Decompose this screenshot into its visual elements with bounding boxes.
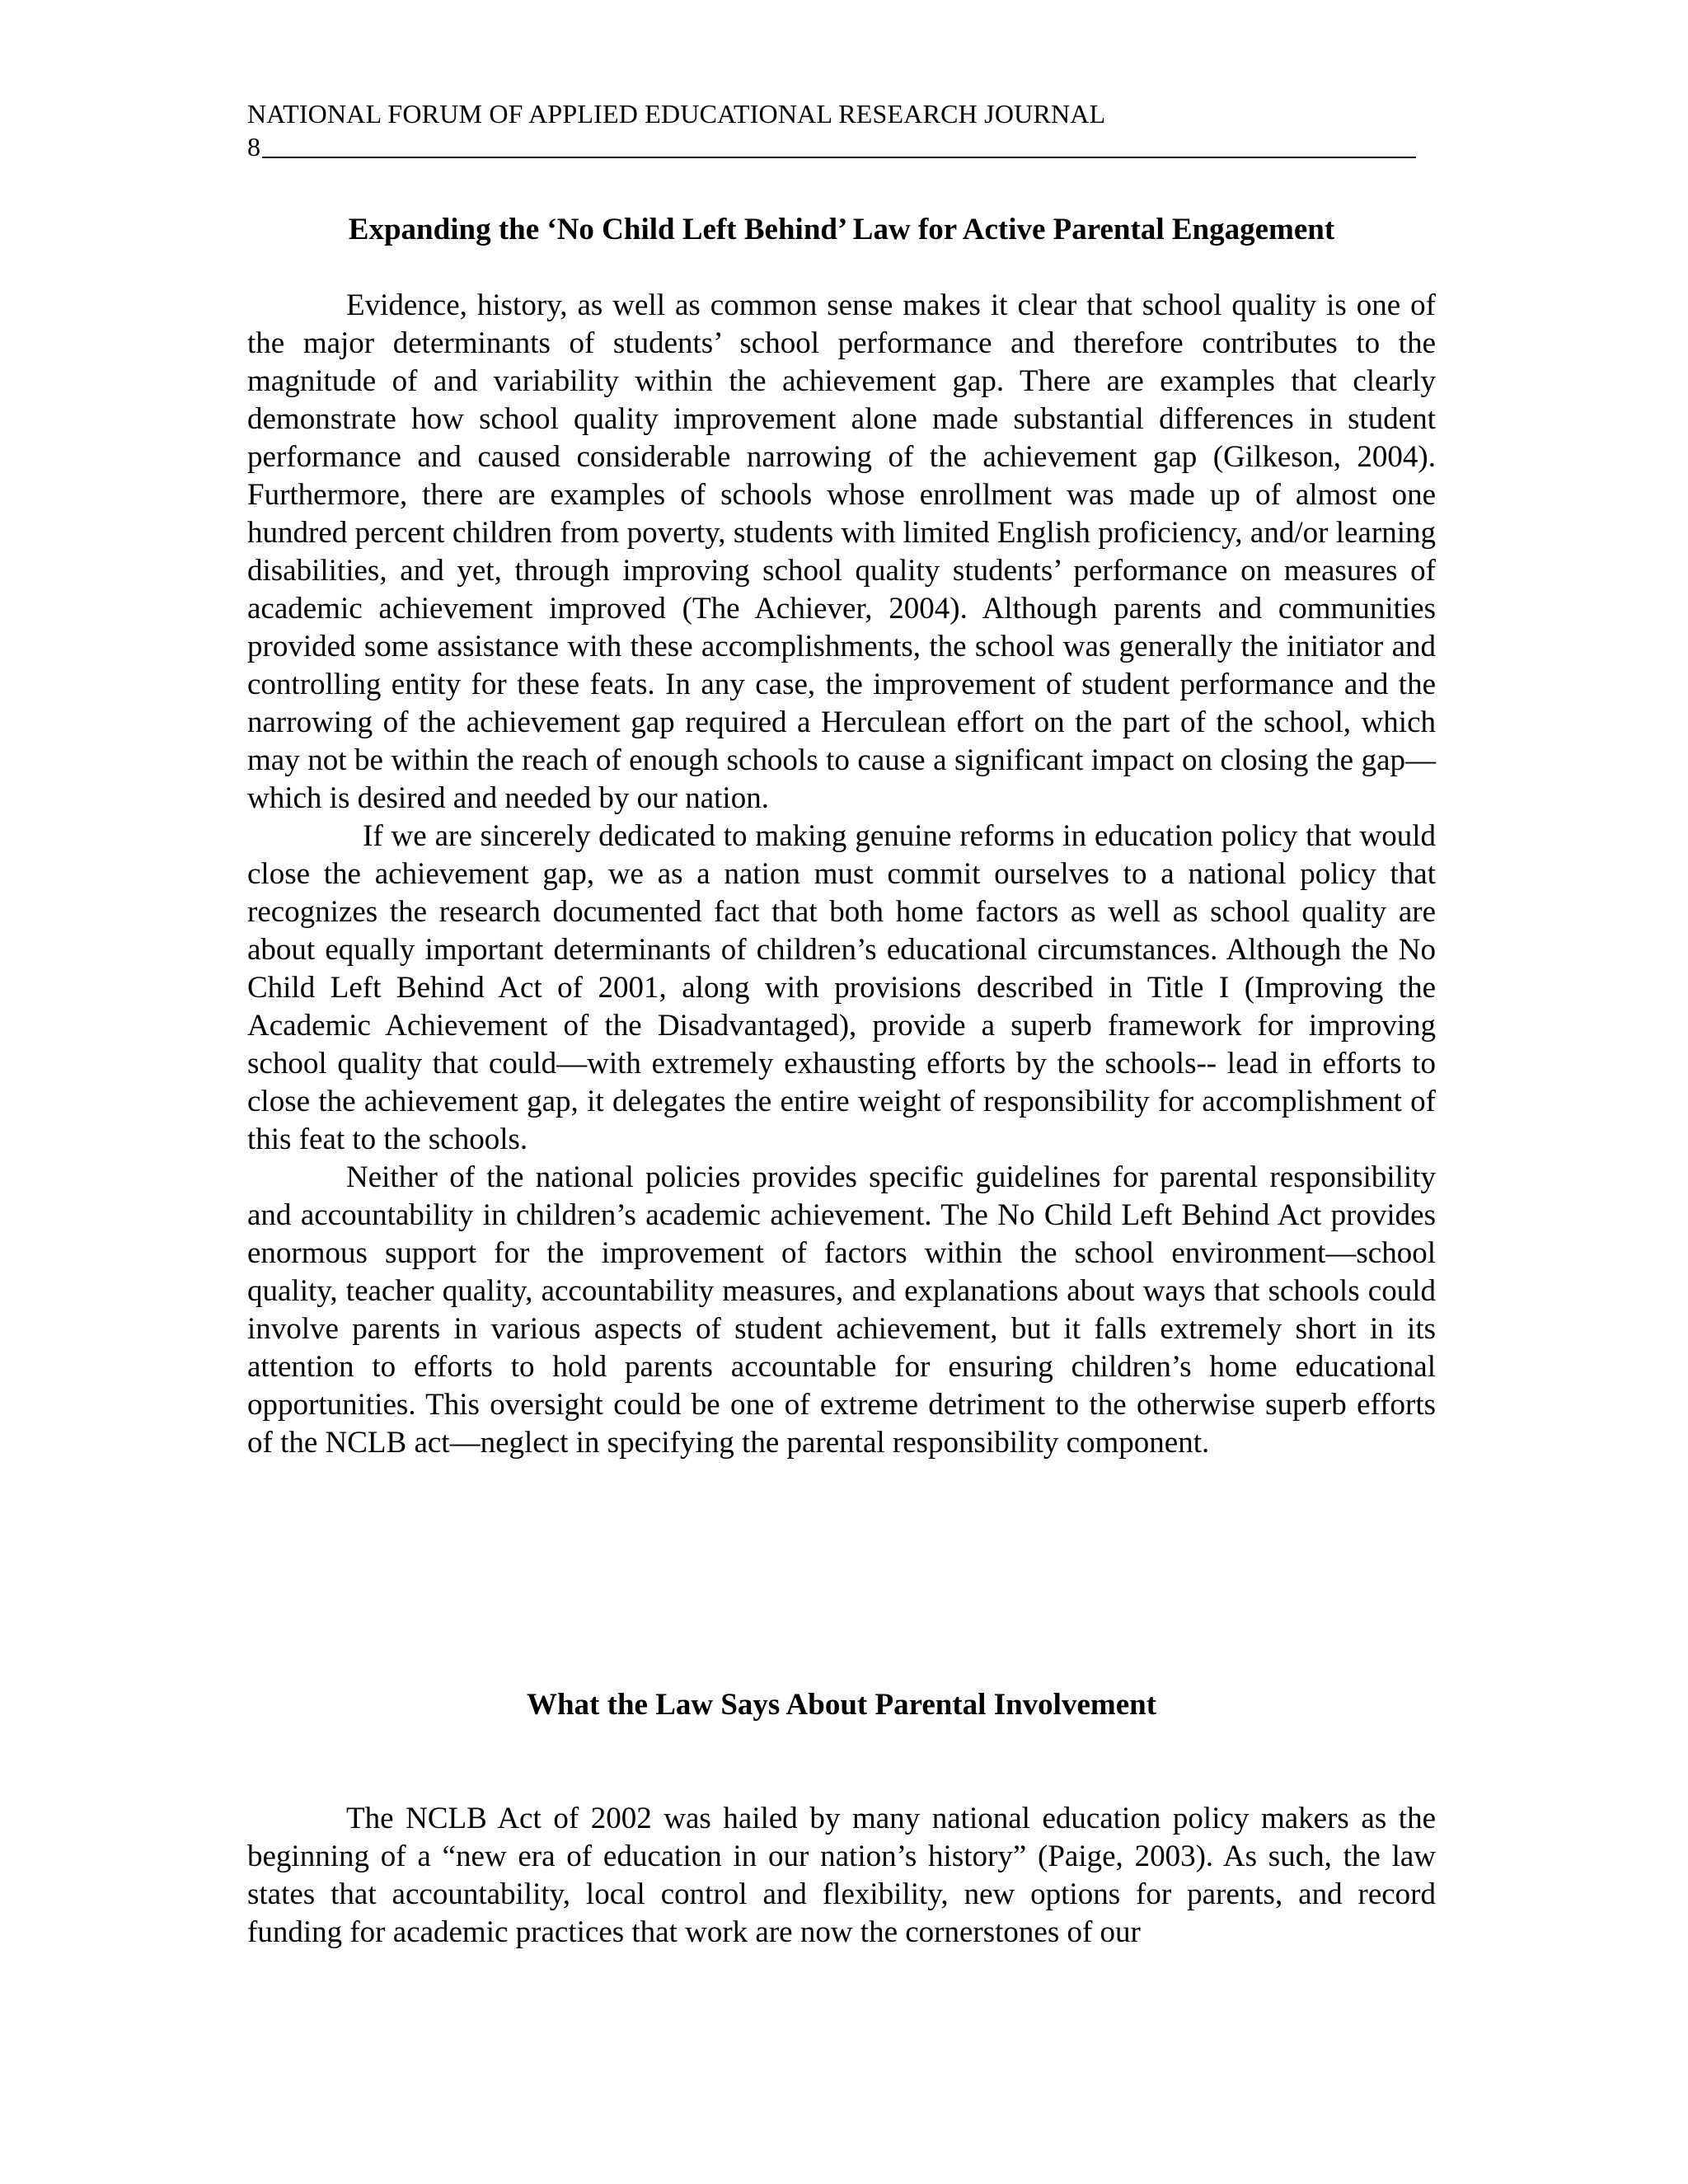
body-paragraph: If we are sincerely dedicated to making genuine reforms in education policy that would close the achievement gap, we as a nation must commit ourselves to a national policy that recognizes the research documented fact that both home factors as well as school quality are about equally important determinants of children’s educational circumstances. Although the No Child Left Behind Act of 2001, along with provisions described in Title I (Improving the Academic Achievement of the Disadvantaged), provide a superb framework for improving school quality that could—with extremely exhausting efforts by the schools-- lead in efforts to close the achievement gap, it delegates the entire weight of responsibility for accomplishment of this feat to the schools. xyxy=(247,819,1436,1156)
page-number: 8 xyxy=(247,132,261,162)
body-paragraph: Evidence, history, as well as common sense makes it clear that school quality is one of the major determinants of students’ school performance and therefore contributes to the magnitude of and variability within the achievement gap. There are examples that clearly demonstrate how school quality improvement alone made substantial differences in student performance and caused considerable narrowing of the achievement gap (Gilkeson, 2004). Furthermore, there are examples of schools whose enrollment was made up of almost one hundred percent children from poverty, students with limited English proficiency, and/or learning disabilities, and yet, through improving school quality students’ performance on measures of academic achievement improved (The Achiever, 2004). Although parents and communities provided some assistance with these accomplishments, the school was generally the initiator and controlling entity for these feats. In any case, the improvement of student performance and the narrowing of the achievement gap required a Herculean effort on the part of the school, which may not be within the reach of enough schools to cause a significant impact on closing the gap—which is desired and needed by our nation. xyxy=(247,288,1436,815)
body-paragraph: The NCLB Act of 2002 was hailed by many national education policy makers as the beginning of a “new era of education in our nation’s history” (Paige, 2003). As such, the law states that accountability, local control and flexibility, new options for parents, and record funding for academic practices that work are now the cornerstones of our xyxy=(247,1802,1436,1949)
section-what-the-law-says xyxy=(247,1686,1436,1952)
body-paragraph: Neither of the national policies provides specific guidelines for parental responsibility and accountability in children’s academic achievement. The No Child Left Behind Act provides enormous support for the improvement of factors within the school environment—school quality, teacher quality, accountability measures, and explanations about ways that schools could involve parents in various aspects of student achievement, but it falls extremely short in its attention to efforts to hold parents accountable for ensuring children’s home educational opportunities. This oversight could be one of extreme detriment to the otherwise superb efforts of the NCLB act—neglect in specifying the parental responsibility component. xyxy=(247,1160,1436,1460)
journal-title: NATIONAL FORUM OF APPLIED EDUCATIONAL RESEARCH JOURNAL xyxy=(247,99,1106,129)
section-heading: Expanding the ‘No Child Left Behind’ Law for Active Parental Engagement xyxy=(348,213,1335,246)
header-rule xyxy=(262,157,1416,158)
section-expanding-nclb xyxy=(247,211,1436,1462)
page-number-line xyxy=(247,130,1418,163)
section-heading: What the Law Says About Parental Involvement xyxy=(526,1688,1157,1722)
running-header xyxy=(247,97,1418,163)
